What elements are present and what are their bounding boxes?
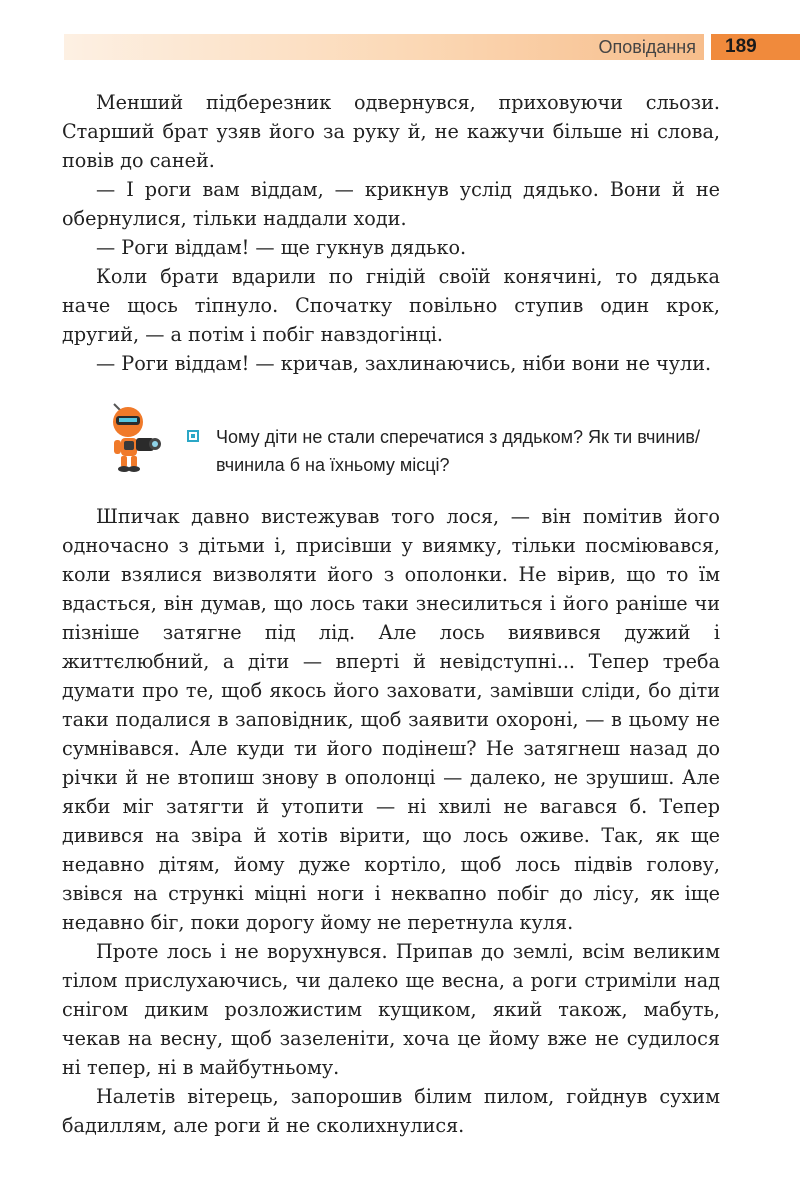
section-title: Оповідання — [598, 37, 696, 57]
square-bullet-icon — [187, 430, 199, 442]
paragraph: — Роги віддам! — ще гукнув дядько. — [96, 236, 467, 259]
paragraph: — І роги вам віддам, — крикнув услід дядько. Вони й не обернулися, тільки наддали ходи. — [62, 178, 720, 230]
paragraph: — Роги віддам! — кричав, захлинаючись, ніби вони не чули. — [96, 352, 712, 375]
paragraph: Коли брати вдарили по гнідій своїй конячині, то дядька наче щось тіпнуло. Спочатку повільно ступив один крок, другий, — а потім і побіг навздогінці. — [62, 265, 720, 346]
page-number: 189 — [711, 34, 800, 60]
paragraph: Шпичак давно вистежував того лося, — він помітив його одночасно з дітьми і, присівши у виямку, тільки посміювався, коли взялися визволяти його з ополонки. Не вірив, що то їм вдасться, він думав, що лось таки знесилиться і його раніше чи пізніше затягне під лід. Але лось виявився дужий і життєлюбний, а діти — вперті й невідступні... Тепер треба думати про те, щоб якось його заховати, замівши сліди, бо діти таки подалися в заповідник, щоб заявити охороні, — в цьому не сумнівався. Але куди ти його подінеш? Не затягнеш назад до річки й не втопиш знову в ополонці — далеко, не зрушиш. Але якби міг затягти й утопити — ні хвилі не вагався б. Тепер дивився на звіра й хотів вірити, що лось оживе. Так, як ще недавно дітям, йому дуже кортіло, щоб лось підвів голову, звівся на стрункі міцні ноги і неквапно побіг до лісу, як іще недавно біг, поки дорогу йому не перетнула куля. — [62, 505, 720, 934]
question-text: Чому діти не стали сперечатися з дядьком? Як ти вчинив/ вчинила б на їхньому місці? — [216, 427, 700, 475]
text-bottom — [62, 502, 720, 1140]
robot-icon — [106, 402, 166, 474]
text-top — [62, 88, 720, 378]
paragraph: Менший підберезник одвернувся, приховуючи сльози. Старший брат узяв його за руку й, не кажучи більше ні слова, повів до саней. — [62, 91, 720, 172]
paragraph: Налетів вітерець, запорошив білим пилом, гойднув сухим бадиллям, але роги й не сколихнулися. — [62, 1085, 720, 1137]
question-box — [186, 423, 722, 479]
paragraph: Проте лось і не ворухнувся. Припав до землі, всім великим тілом прислухаючись, чи далеко ще весна, а роги стриміли над снігом диким розложистим кущиком, який також, мабуть, чекав на весну, щоб зазеленіти, хоча це йому вже не судилося ні тепер, ні в майбутньому. — [62, 940, 720, 1079]
